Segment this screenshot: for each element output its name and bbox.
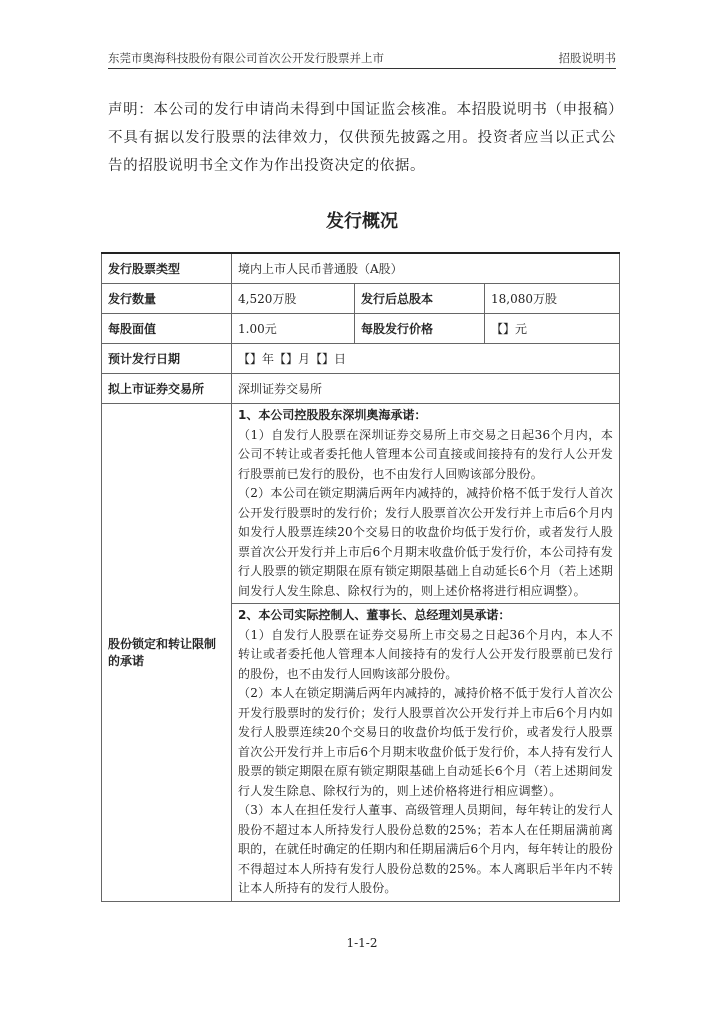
page-number: 1-1-2 xyxy=(346,936,378,950)
commitment-controlling-shareholder xyxy=(232,404,620,604)
commit2-para-2: （2）本人在锁定期满后两年内减持的，减持价格不低于发行人首次公开发行股票时的发行价；发行人股票首次公开发行并上市后6个月内如发行人股票连续20个交易日的收盘价均低于发行价，或者发行人股票首次公开发行并上市后6个月期末收盘价低于发行价，本人持有发行人股票的锁定期限在原有锁定期限基础上自动延长6个月（若上述期间发行人发生除息、除权行为的，则上述价格将进行相应调整）。 xyxy=(238,686,614,798)
commit1-para-1: （1）自发行人股票在深圳证券交易所上市交易之日起36个月内，本公司不转让或者委托他人管理本公司直接或间接持有的发行人公开发行股票前已发行的股份，也不由发行人回购该部分股份。 xyxy=(238,427,614,481)
commit2-title: 2、本公司实际控制人、董事长、总经理刘昊承诺： xyxy=(238,608,511,622)
commit1-title: 1、本公司控股股东深圳奥海承诺： xyxy=(238,408,427,422)
lockup-label: 股份锁定和转让限制的承诺 xyxy=(102,404,232,902)
issue-date-value: 【】年【】月【】日 xyxy=(232,344,620,374)
table-row xyxy=(102,314,620,344)
offering-overview-table xyxy=(101,252,620,902)
table-row xyxy=(102,344,620,374)
header-doc-type: 招股说明书 xyxy=(558,51,616,65)
stock-type-value: 境内上市人民币普通股（A股） xyxy=(232,253,620,284)
header-company-name: 东莞市奥海科技股份有限公司首次公开发行股票并上市 xyxy=(108,51,384,65)
exchange-value: 深圳证券交易所 xyxy=(232,374,620,404)
table-row xyxy=(102,253,620,284)
commit1-para-2: （2）本公司在锁定期满后两年内减持的，减持价格不低于发行人首次公开发行股票时的发行价；发行人股票首次公开发行并上市后6个月内如发行人股票连续20个交易日的收盘价均低于发行价，或者发行人股票首次公开发行并上市后6个月期末收盘价低于发行价，本公司持有发行人股票的锁定期限在原有锁定期限基础上自动延长6个月（若上述期间发行人发生除息、除权行为的，则上述价格将进行相应调整）。 xyxy=(238,486,614,598)
disclaimer-notice: 声明：本公司的发行申请尚未得到中国证监会核准。本招股说明书（申报稿）不具有据以发行股票的法律效力，仅供预先披露之用。投资者应当以正式公告的招股说明书全文作为作出投资决定的依据。 xyxy=(108,102,616,174)
table-row xyxy=(102,374,620,404)
table-row xyxy=(102,284,620,314)
issue-qty-value: 4,520万股 xyxy=(232,284,355,314)
commit2-para-3: （3）本人在担任发行人董事、高级管理人员期间，每年转让的发行人股份不超过本人所持发行人股份总数的25%；若本人在任期届满前离职的，在就任时确定的任期内和任期届满后6个月内，每年转让的股份不得超过本人所持有发行人股份总数的25%。本人离职后半年内不转让本人所持有的发行人股份。 xyxy=(238,803,614,895)
total-shares-label: 发行后总股本 xyxy=(355,284,485,314)
page-title: 发行概况 xyxy=(326,211,398,232)
issue-date-label: 预计发行日期 xyxy=(102,344,232,374)
exchange-label: 拟上市证券交易所 xyxy=(102,374,232,404)
stock-type-label: 发行股票类型 xyxy=(102,253,232,284)
running-header xyxy=(108,50,616,69)
par-value-value: 1.00元 xyxy=(232,314,355,344)
table-row xyxy=(102,404,620,604)
total-shares-value: 18,080万股 xyxy=(485,284,620,314)
issue-qty-label: 发行数量 xyxy=(102,284,232,314)
issue-price-value: 【】元 xyxy=(485,314,620,344)
commit2-para-1: （1）自发行人股票在证券交易所上市交易之日起36个月内，本人不转让或者委托他人管理本人间接持有的发行人公开发行股票前已发行的股份，也不由发行人回购该部分股份。 xyxy=(238,627,614,681)
issue-price-label: 每股发行价格 xyxy=(355,314,485,344)
commitment-actual-controller xyxy=(232,604,620,902)
par-value-label: 每股面值 xyxy=(102,314,232,344)
